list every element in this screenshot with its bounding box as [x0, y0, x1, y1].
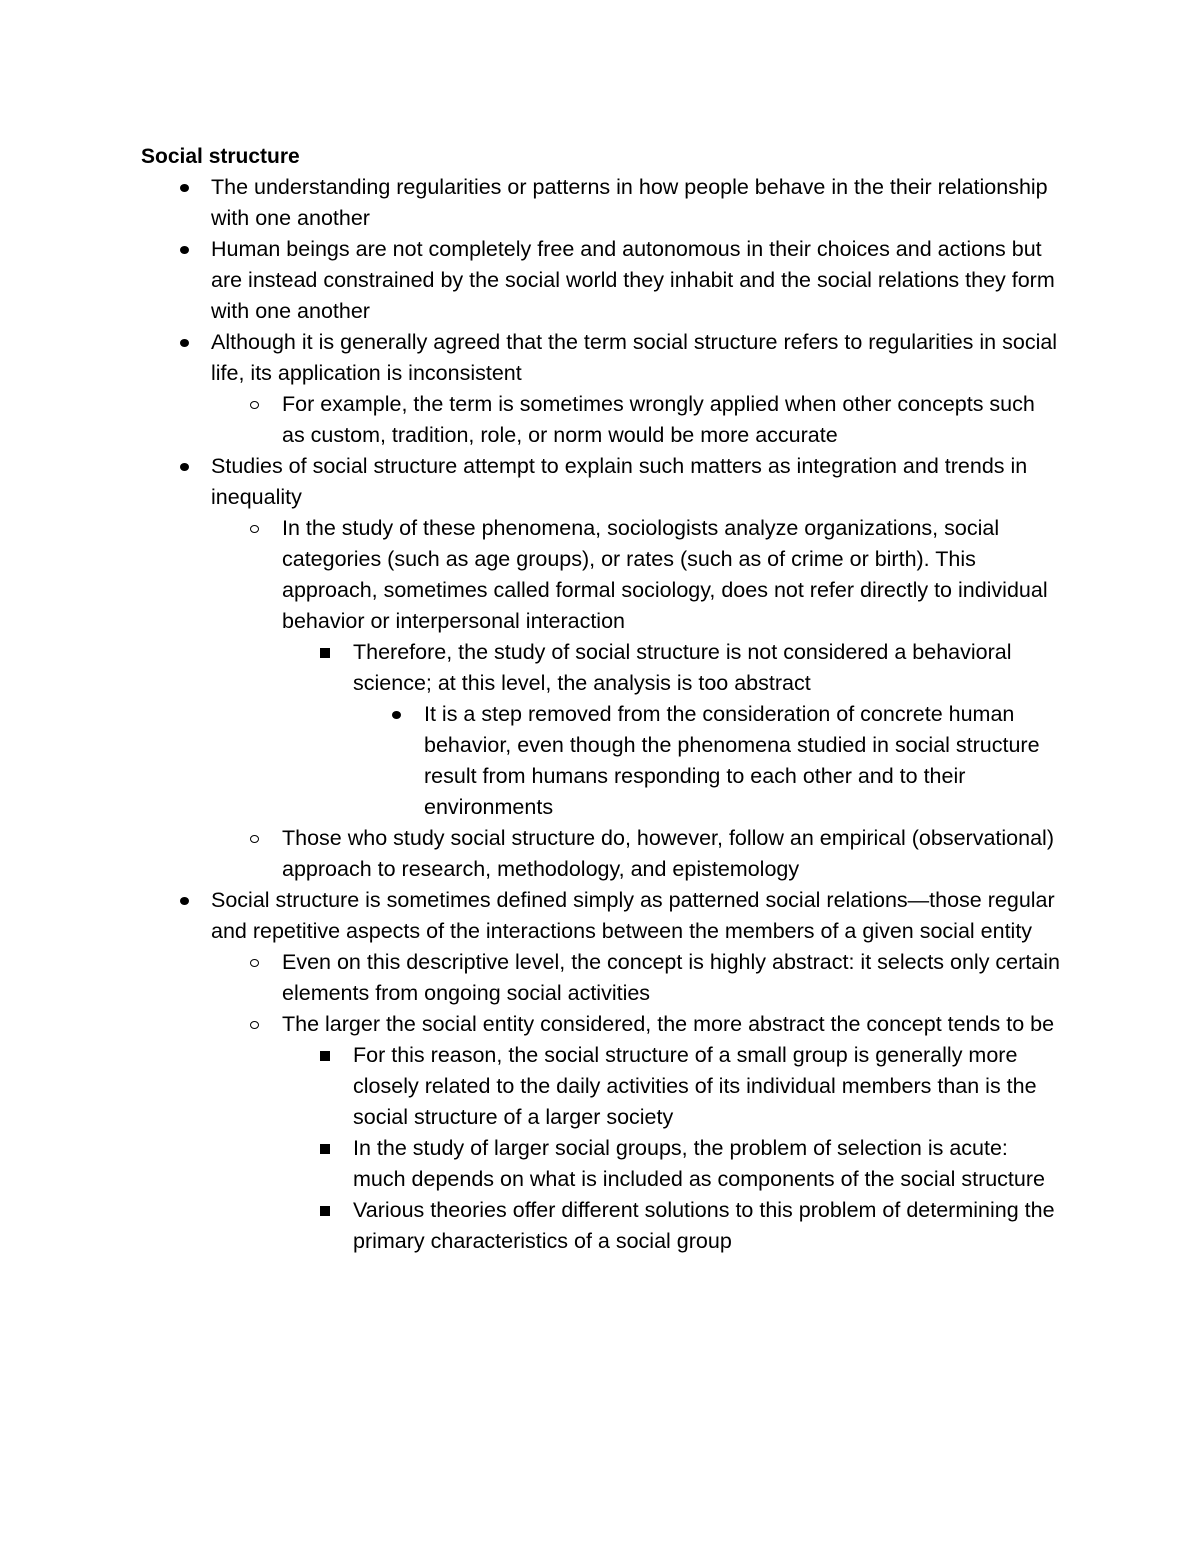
list-item-text: The larger the social entity considered, the more abstract the concept tends to be [282, 1012, 1055, 1036]
list-item [0, 637, 1063, 699]
list-item-text: Even on this descriptive level, the concept is highly abstract: it selects only certain elements from ongoing social activities [282, 950, 1060, 1005]
square-bullet-icon [320, 1144, 330, 1154]
list-item [0, 234, 1061, 327]
list-item-text: For example, the term is sometimes wrongly applied when other concepts such as custom, tradition, role, or norm would be more accurate [282, 392, 1035, 447]
list-item-text: Those who study social structure do, however, follow an empirical (observational) approach to research, methodology, and epistemology [282, 826, 1054, 881]
disc-bullet-icon [180, 463, 189, 471]
list-item-text: It is a step removed from the consideration of concrete human behavior, even though the phenomena studied in social structure result from humans responding to each other and to their environments [424, 702, 1040, 819]
square-bullet-icon [320, 1206, 330, 1216]
disc-bullet-icon [180, 184, 189, 192]
list-item [0, 699, 1064, 823]
list-item-text: Although it is generally agreed that the term social structure refers to regularities in social life, its application is inconsistent [211, 330, 1058, 385]
disc-bullet-icon [180, 246, 189, 254]
list-item-text: In the study of these phenomena, sociologists analyze organizations, social categories (such as age groups), or rates (such as of crime or birth). This approach, sometimes called formal sociology, does not refer directly to individual behavior or interpersonal interaction [282, 516, 1048, 633]
list-item [0, 885, 1061, 947]
list-item-text: The understanding regularities or patterns in how people behave in the their relationship with one another [211, 175, 1048, 230]
disc-bullet-icon [180, 897, 189, 905]
document-title: Social structure [141, 145, 300, 168]
circle-bullet-icon [250, 401, 259, 409]
list-item-text: Studies of social structure attempt to explain such matters as integration and trends in inequality [211, 454, 1028, 509]
list-item-text: Social structure is sometimes defined simply as patterned social relations—those regular and repetitive aspects of the interactions between the members of a given social entity [211, 888, 1055, 943]
list-item [0, 389, 1062, 451]
list-item [0, 1133, 1063, 1195]
square-bullet-icon [320, 1051, 330, 1061]
list-item [0, 327, 1061, 389]
list-item [0, 172, 1061, 234]
list-item-text: Various theories offer different solutions to this problem of determining the primary characteristics of a social group [353, 1198, 1055, 1253]
list-item [0, 1009, 1062, 1040]
list-item [0, 823, 1062, 885]
bullet-outline [0, 172, 1200, 1257]
square-bullet-icon [320, 648, 330, 658]
list-item [0, 451, 1061, 513]
list-item-text: In the study of larger social groups, the problem of selection is acute: much depends on what is included as components of the social structure [353, 1136, 1045, 1191]
list-item [0, 513, 1062, 637]
list-item [0, 947, 1062, 1009]
circle-bullet-icon [250, 525, 259, 533]
circle-bullet-icon [250, 835, 259, 843]
list-item-text: Therefore, the study of social structure is not considered a behavioral science; at this level, the analysis is too abstract [353, 640, 1012, 695]
disc-bullet-icon [180, 339, 189, 347]
list-item [0, 1195, 1063, 1257]
list-item-text: For this reason, the social structure of a small group is generally more closely related to the daily activities of its individual members than is the social structure of a larger society [353, 1043, 1037, 1129]
circle-bullet-icon [250, 959, 259, 967]
list-item-text: Human beings are not completely free and autonomous in their choices and actions but are instead constrained by the social world they inhabit and the social relations they form with one another [211, 237, 1055, 323]
circle-bullet-icon [250, 1021, 259, 1029]
disc-bullet-icon [392, 711, 401, 719]
list-item [0, 1040, 1063, 1133]
